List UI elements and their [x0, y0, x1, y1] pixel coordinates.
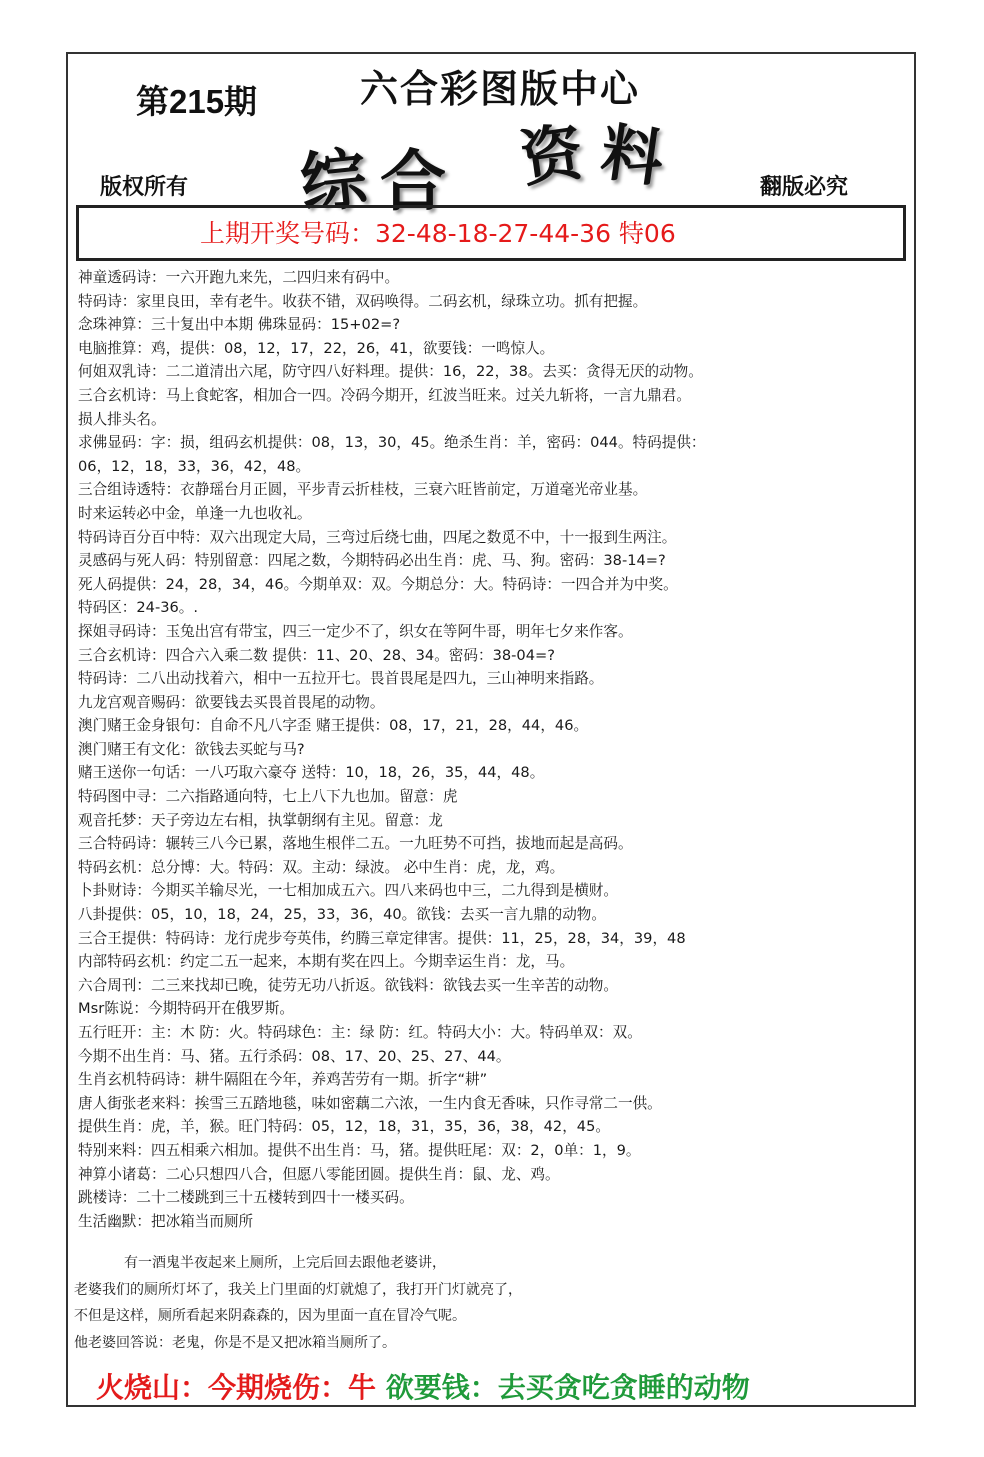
big-title-char-2: 合	[380, 142, 446, 220]
tip-line: 八卦提供：05，10，18，24，25，33，36，40。欲钱：去买一言九鼎的动物。	[78, 906, 606, 924]
story-line: 他老婆回答说：老鬼，你是不是又把冰箱当厕所了。	[74, 1334, 396, 1351]
tip-line: 神童透码诗：一六开跑九来先，二四归来有码中。	[78, 269, 400, 286]
tip-line: 九龙宫观音赐码：欲要钱去买畏首畏尾的动物。	[78, 693, 385, 711]
tip-line: 死人码提供：24，28，34，46。今期单双：双。今期总分：大。特码诗：一四合并为中奖。	[78, 575, 678, 593]
tip-line: 跳楼诗：二十二楼跳到三十五楼转到四十一楼买码。	[78, 1189, 414, 1207]
tip-line: 何姐双乳诗：二二道清出六尾，防守四八好料理。提供：16，22，38。去买：贪得无厌的动物。	[78, 363, 703, 381]
tip-line: 澳门赌王金身银句：自命不凡八字歪 赌王提供：08，17，21，28，44，46。	[78, 717, 589, 735]
tip-line: 三合玄机诗：马上食蛇客，相加合一四。冷码今期开，红波当旺来。过关九斩将，一言九鼎君。	[78, 386, 691, 404]
tip-line: Msr陈说：今期特码开在俄罗斯。	[78, 1000, 294, 1018]
tip-line: 探姐寻码诗：玉兔出宫有带宝，四三一定少不了，织女在等阿牛哥，明年七夕来作客。	[78, 622, 633, 640]
last-result-text: 上期开奖号码：32-48-18-27-44-36 特06	[200, 219, 676, 248]
no-copy-label: 翻版必究	[760, 174, 849, 200]
footer-green-text: 欲要钱：去买贪吃贪睡的动物	[385, 1371, 750, 1404]
tip-line: 神算小诸葛：二心只想四八合，但愿八零能团圆。提供生肖：鼠、龙、鸡。	[78, 1165, 560, 1183]
tip-line: 三合王提供：特码诗：龙行虎步夸英伟，约腾三章定律害。提供：11，25，28，34，39，48	[78, 929, 686, 947]
tip-line: 特码诗：家里良田，幸有老牛。收获不错，双码唤得。二码玄机，绿珠立功。抓有把握。	[78, 292, 648, 310]
center-title: 六合彩图版中心	[360, 66, 641, 111]
tip-line: 特码诗百分百中特：双六出现定大局，三弯过后绕七曲，四尾之数觅不中，十一报到生两注。	[78, 528, 677, 546]
tip-line: 电脑推算：鸡，提供：08，12，17，22，26，41，欲要钱：一鸣惊人。	[78, 339, 555, 357]
tip-line: 特码诗：二八出动找着六，相中一五拉开七。畏首畏尾是四九，三山神明来指路。	[78, 670, 604, 688]
tip-line: 赌王送你一句话：一八巧取六豪夺 送特：10，18，26，35，44，48。	[78, 764, 545, 782]
tip-line: 观音托梦：天子旁边左右相，执掌朝纲有主见。留意：龙	[78, 811, 443, 829]
story-line: 有一酒鬼半夜起来上厕所，上完后回去跟他老婆讲，	[124, 1255, 446, 1271]
tip-line: 求佛显码：字：损，组码玄机提供：08，13，30，45。绝杀生肖：羊，密码：044。特码提供：	[78, 434, 706, 452]
tip-line: 澳门赌王有文化：欲钱去买蛇与马?	[78, 740, 305, 758]
tip-line: 特别来料：四五相乘六相加。提供不出生肖：马，猪。提供旺尾：双：2，0单：1，9。	[78, 1141, 641, 1159]
copyright-label: 版权所有	[100, 174, 189, 200]
tip-line: 灵感码与死人码：特别留意：四尾之数，今期特码必出生肖：虎、马、狗。密码：38-14=?	[78, 552, 666, 570]
story-line: 不但是这样，厕所看起来阴森森的，因为里面一直在冒冷气呢。	[74, 1308, 466, 1324]
footer-red-text: 火烧山：今期烧伤：牛	[96, 1371, 377, 1404]
story-line: 老婆我们的厕所灯坏了，我关上门里面的灯就熄了，我打开门灯就亮了，	[74, 1281, 522, 1298]
tip-line: 三合组诗透特：衣静瑶台月正圆，平步青云折桂枝，三衰六旺皆前定，万道毫光帝业基。	[78, 481, 648, 499]
footer-banner	[96, 1366, 750, 1406]
tip-line: 今期不出生肖：马、猪。五行杀码：08、17、20、25、27、44。	[78, 1047, 511, 1065]
humor-story	[74, 1250, 904, 1356]
tip-line: 六合周刊：二三来找却已晚，徒劳无功八折返。欲钱料：欲钱去买一生辛苦的动物。	[78, 976, 618, 994]
tip-line: 特码图中寻：二六指路通向特，七上八下九也加。留意：虎	[78, 788, 458, 806]
issue-number: 第215期	[136, 83, 258, 120]
tip-line: 卜卦财诗：今期买羊输尽光，一七相加成五六。四八来码也中三，二九得到是横财。	[78, 882, 618, 900]
tip-line: 生活幽默：把冰箱当而厕所	[78, 1212, 254, 1230]
tip-line: 内部特码玄机：约定二五一起来，本期有奖在四上。今期幸运生肖：龙，马。	[78, 953, 575, 971]
tip-line: 唐人街张老来料：挨雪三五踏地毯，味如密藕二六浓，一生内食无香味，只作寻常二一供。	[78, 1094, 662, 1112]
tip-line: 特码区：24-36。.	[78, 599, 199, 617]
tip-line: 三合玄机诗：四合六入乘二数 提供：11、20、28、34。密码：38-04=?	[78, 646, 555, 664]
tip-line: 06，12，18，33，36，42，48。	[78, 457, 311, 475]
tip-line: 三合特码诗：辗转三八今已累，落地生根伴二五。一九旺势不可挡，拔地而起是高码。	[78, 835, 633, 853]
big-title-char-3: 资	[515, 114, 588, 196]
tip-line: 念珠神算：三十复出中本期 佛珠显码：15+02=?	[78, 316, 401, 334]
big-title-char-4: 料	[596, 114, 669, 196]
tip-line: 损人排头名。	[78, 410, 166, 428]
tip-line: 时来运转必中金，单逢一九也收礼。	[78, 504, 312, 522]
tip-line: 五行旺开：主：木 防：火。特码球色：主：绿 防：红。特码大小：大。特码单双：双。	[78, 1024, 642, 1041]
tips-list	[78, 266, 908, 1233]
tip-line: 提供生肖：虎，羊，猴。旺门特码：05，12，18，31，35，36，38，42，45。	[78, 1118, 610, 1136]
big-title-char-1: 综	[296, 138, 371, 224]
tip-line: 特码玄机：总分博：大。特码：双。主动：绿波。 必中生肖：虎，龙，鸡。	[78, 858, 565, 876]
tip-line: 生肖玄机特码诗：耕牛隔阻在今年，养鸡苦劳有一期。折字“耕”	[78, 1071, 488, 1089]
